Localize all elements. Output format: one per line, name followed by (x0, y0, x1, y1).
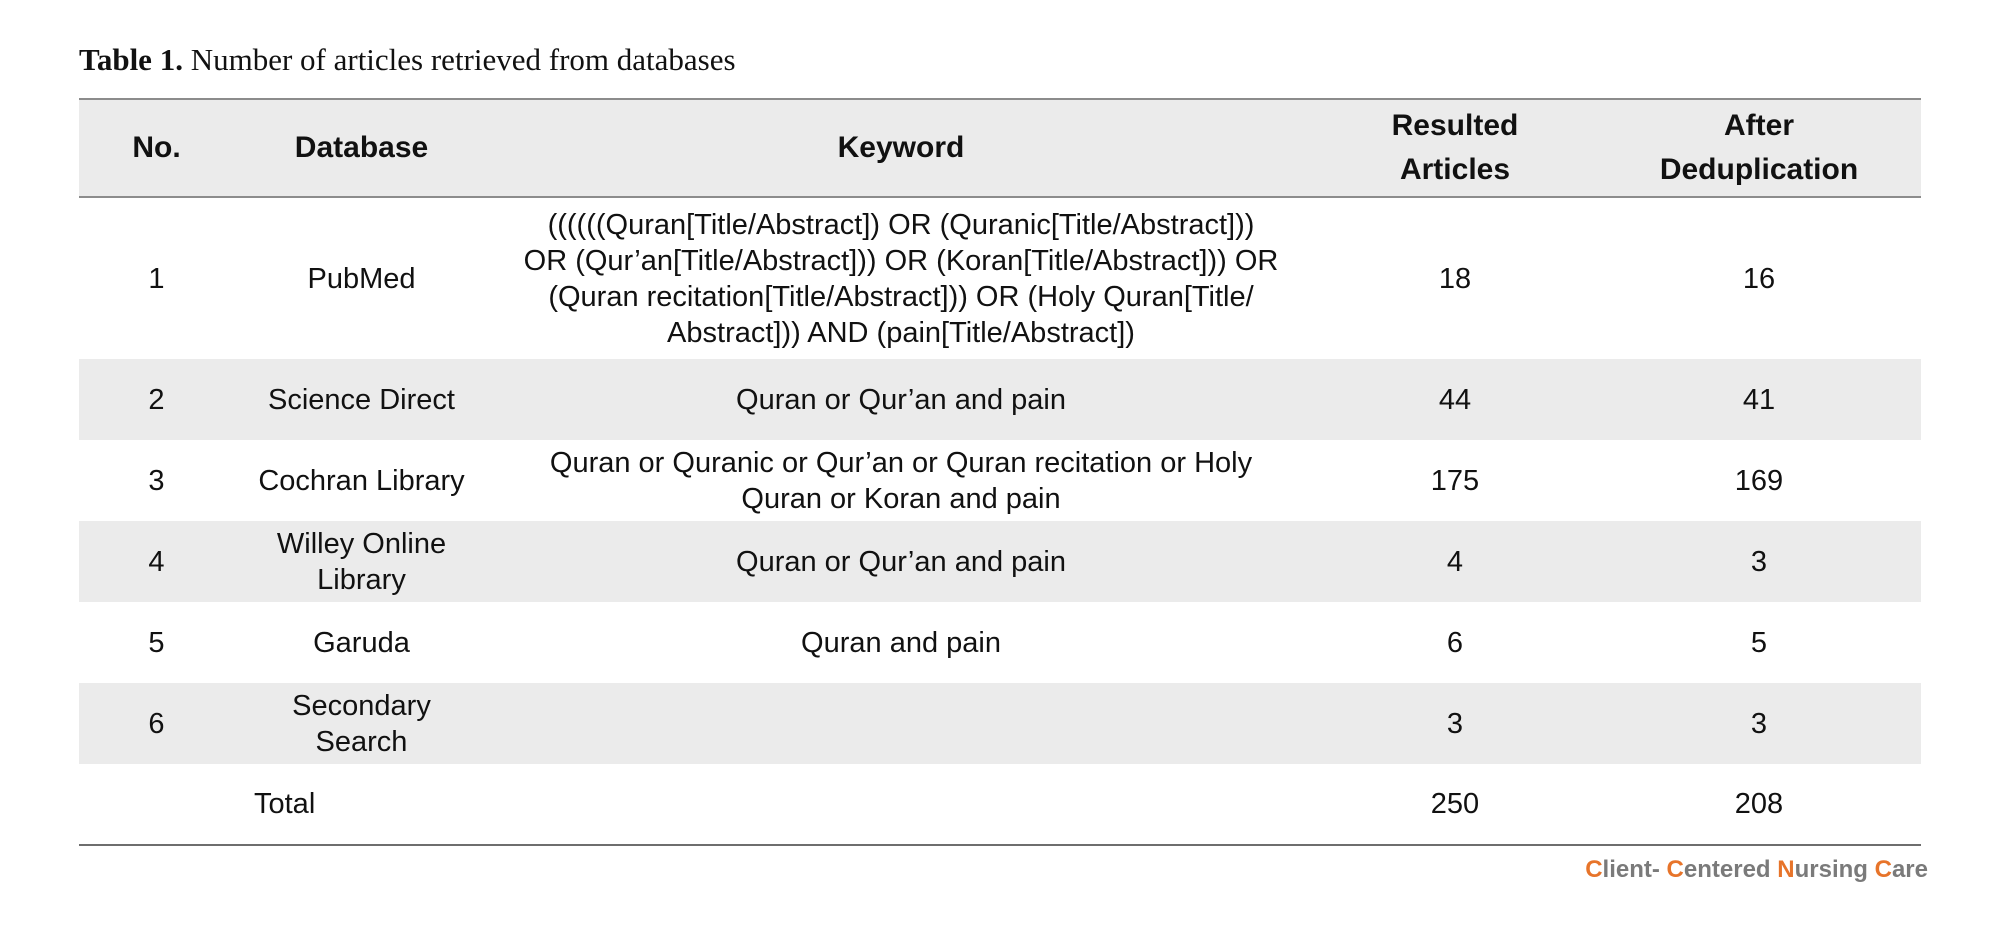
table-row (79, 197, 1921, 359)
cell-keyword (489, 359, 1313, 440)
cell-after: 169 (1734, 464, 1784, 497)
cell-resulted: 44 (1438, 383, 1472, 416)
total-resulted: 250 (1313, 764, 1597, 845)
table-row (79, 683, 1921, 764)
journal-logo-text: are (1891, 856, 1928, 883)
cell-database-line: Cochran Library (258, 464, 465, 497)
cell-after: 3 (1750, 545, 1768, 578)
cell-no: 3 (148, 464, 165, 497)
cell-database-line: Willey Online (276, 527, 447, 560)
table-caption (79, 40, 736, 80)
cell-database-line: Science Direct (268, 383, 455, 416)
total-label: Total (254, 788, 316, 820)
cell-keyword (489, 521, 1313, 602)
journal-logo-text: entered (1683, 856, 1778, 883)
total-row (79, 764, 1921, 845)
cell-no: 4 (148, 545, 165, 578)
cell-keyword (489, 602, 1313, 683)
journal-logo-initial: C (1874, 856, 1892, 883)
cell-no: 2 (148, 383, 165, 416)
cell-after: 5 (1750, 626, 1768, 659)
journal-logo-text: lient- (1602, 856, 1667, 883)
cell-after: 16 (1742, 262, 1776, 295)
cell-database-line: PubMed (307, 262, 416, 295)
journal-logo-text: ursing (1794, 856, 1875, 883)
table-row (79, 359, 1921, 440)
cell-keyword-line: Quran or Qur’an and pain (736, 545, 1066, 578)
cell-database (234, 521, 489, 602)
cell-keyword-line: ((((((Quran[Title/Abstract]) OR (Quranic[Title/Abstract])) (547, 208, 1255, 241)
cell-database-line: Secondary (292, 689, 431, 722)
header-resulted-line1: Resulted (1391, 109, 1519, 142)
cell-keyword (489, 197, 1313, 359)
header-no: No. (79, 99, 234, 197)
cell-after: 3 (1750, 707, 1768, 740)
cell-keyword (489, 440, 1313, 521)
journal-logo-initial: C (1585, 856, 1603, 883)
header-resulted-articles (1313, 99, 1597, 197)
cell-after: 41 (1742, 383, 1776, 416)
cell-resulted: 3 (1446, 707, 1464, 740)
cell-resulted: 175 (1430, 464, 1480, 497)
cell-keyword-line: Quran or Quranic or Qur’an or Quran recitation or Holy (549, 446, 1253, 479)
cell-database (234, 359, 489, 440)
cell-keyword-line: Quran or Koran and pain (741, 482, 1061, 515)
journal-logo-initial: C (1666, 856, 1684, 883)
cell-no: 5 (148, 626, 165, 659)
cell-database (234, 440, 489, 521)
header-resulted-line2: Articles (1399, 153, 1511, 186)
cell-keyword-line: Quran or Qur’an and pain (736, 383, 1066, 416)
header-keyword: Keyword (489, 99, 1313, 197)
cell-keyword-line: OR (Qur’an[Title/Abstract])) OR (Koran[Title/Abstract])) OR (523, 244, 1279, 277)
articles-table (79, 98, 1921, 846)
table-caption-label: Table 1. (79, 42, 183, 77)
cell-keyword-line: Quran and pain (801, 626, 1001, 659)
table-row (79, 440, 1921, 521)
table-row (79, 521, 1921, 602)
cell-no: 1 (148, 262, 165, 295)
cell-keyword-line: Abstract])) AND (pain[Title/Abstract]) (667, 316, 1135, 349)
cell-database-line: Library (317, 563, 406, 596)
cell-resulted: 6 (1446, 626, 1464, 659)
cell-database (234, 683, 489, 764)
cell-keyword (489, 683, 1313, 764)
header-after-line1: After (1723, 109, 1794, 142)
header-database: Database (234, 99, 489, 197)
header-after-deduplication (1597, 99, 1921, 197)
cell-no: 6 (148, 707, 165, 740)
journal-logo-initial: N (1777, 856, 1795, 883)
total-after: 208 (1597, 764, 1921, 845)
table-caption-text: Number of articles retrieved from databases (190, 42, 736, 77)
table-row (79, 602, 1921, 683)
cell-database-line: Search (315, 725, 408, 758)
table-header-row (79, 99, 1921, 197)
journal-logo (1585, 856, 1928, 884)
header-after-line2: Deduplication (1659, 153, 1859, 186)
cell-database-line: Garuda (313, 626, 410, 659)
total-label-cell (79, 764, 1313, 845)
cell-keyword-line: (Quran recitation[Title/Abstract])) OR (Holy Quran[Title/ (548, 280, 1254, 313)
cell-resulted: 18 (1438, 262, 1472, 295)
cell-database (234, 197, 489, 359)
cell-resulted: 4 (1446, 545, 1464, 578)
cell-database (234, 602, 489, 683)
